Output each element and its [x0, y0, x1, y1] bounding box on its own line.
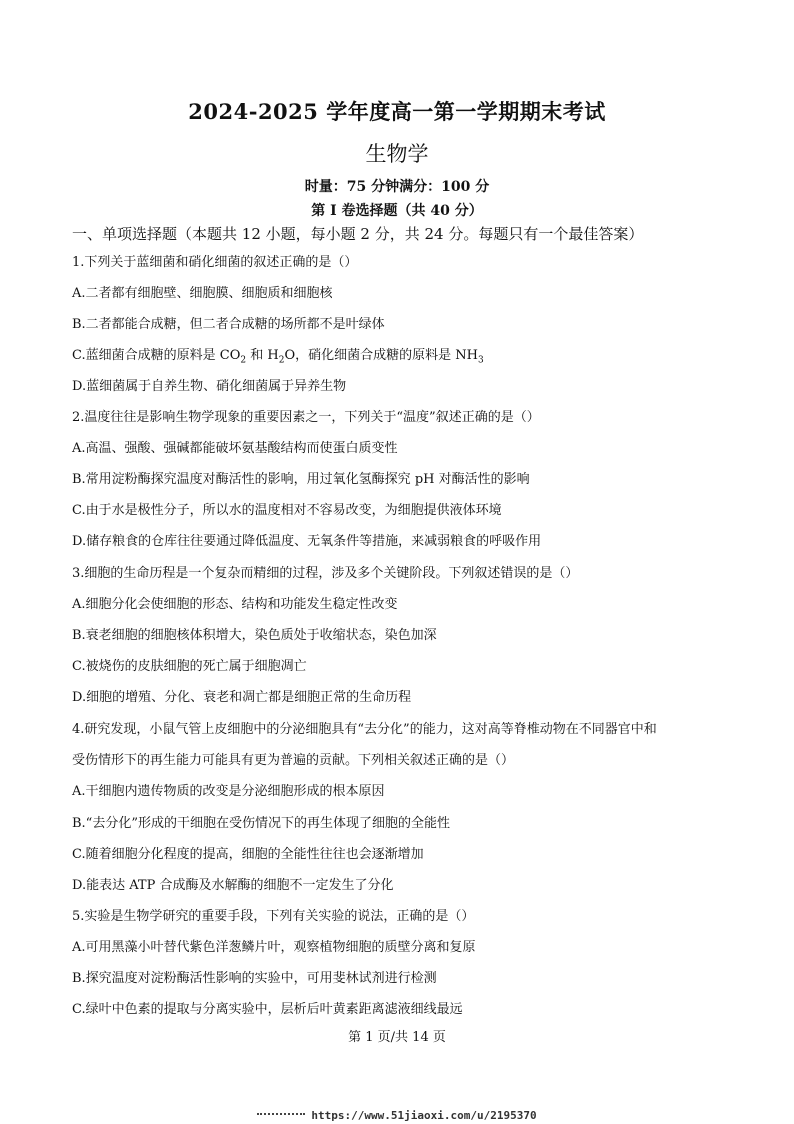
subscript: 3	[477, 355, 484, 366]
option-c-text-part-3: O，硝化细菌合成糖的原料是 NH	[284, 348, 478, 363]
question-5-option-c: C.绿叶中色素的提取与分离实验中，层析后叶黄素距离滤液细线最远	[72, 1002, 463, 1017]
question-1-option-c	[72, 348, 484, 369]
question-2-option-a: A.高温、强酸、强碱都能破坏氨基酸结构而使蛋白质变性	[72, 441, 398, 456]
question-1-option-a: A.二者都有细胞壁、细胞膜、细胞质和细胞核	[72, 286, 333, 301]
section-heading: 一、单项选择题（本题共 12 小题，每小题 2 分，共 24 分。每题只有一个最佳答案）	[72, 225, 644, 243]
question-2-option-c: C.由于水是极性分子，所以水的温度相对不容易改变，为细胞提供液体环境	[72, 503, 502, 518]
question-2-option-d: D.储存粮食的仓库往往要通过降低温度、无氧条件等措施，来减弱粮食的呼吸作用	[72, 534, 542, 549]
option-c-text-part-2: 和 H	[246, 348, 279, 363]
subject-title: 生物学	[365, 142, 429, 166]
question-5-stem: 5.实验是生物学研究的重要手段，下列有关实验的说法，正确的是（）	[72, 909, 475, 924]
subscript: 2	[240, 355, 247, 366]
question-4-stem-line-1: 4.研究发现，小鼠气管上皮细胞中的分泌细胞具有“去分化”的能力，这对高等脊椎动物在不同器官中和	[72, 722, 657, 737]
question-2-option-b: B.常用淀粉酶探究温度对酶活性的影响，用过氧化氢酶探究 pH 对酶活性的影响	[72, 472, 530, 487]
question-1-option-d: D.蓝细菌属于自养生物、硝化细菌属于异养生物	[72, 379, 347, 394]
exam-meta: 时量：75 分钟满分：100 分	[304, 179, 490, 195]
question-4-option-a: A.干细胞内遗传物质的改变是分泌细胞形成的根本原因	[72, 784, 385, 799]
question-5-option-b: B.探究温度对淀粉酶活性影响的实验中，可用斐林试剂进行检测	[72, 971, 437, 986]
question-4-option-b: B.“去分化”形成的干细胞在受伤情况下的再生体现了细胞的全能性	[72, 816, 450, 831]
question-5-option-a: A.可用黑藻小叶替代紫色洋葱鳞片叶，观察植物细胞的质壁分离和复原	[72, 940, 476, 955]
subscript: 2	[278, 355, 285, 366]
question-4-option-c: C.随着细胞分化程度的提高，细胞的全能性往往也会逐渐增加	[72, 847, 424, 862]
question-3-option-d: D.细胞的增殖、分化、衰老和凋亡都是细胞正常的生命历程	[72, 690, 412, 705]
question-2-stem: 2.温度往往是影响生物学现象的重要因素之一，下列关于“温度”叙述正确的是（）	[72, 410, 540, 425]
volume-title: 第 I 卷选择题（共 40 分）	[311, 203, 483, 219]
question-1-option-b: B.二者都能合成糖，但二者合成糖的场所都不是叶绿体	[72, 317, 385, 332]
watermark-url[interactable]: https://www.51jiaoxi.com/u/2195370	[311, 1109, 537, 1122]
question-3-option-a: A.细胞分化会使细胞的形态、结构和功能发生稳定性改变	[72, 597, 398, 612]
watermark-logo-icon	[257, 1113, 305, 1119]
watermark	[0, 1109, 794, 1122]
question-4-option-d: D.能表达 ATP 合成酶及水解酶的细胞不一定发生了分化	[72, 878, 394, 893]
question-1-stem: 1.下列关于蓝细菌和硝化细菌的叙述正确的是（）	[72, 255, 358, 270]
page-footer: 第 1 页/共 14 页	[348, 1030, 446, 1045]
question-3-stem: 3.细胞的生命历程是一个复杂而精细的过程，涉及多个关键阶段。下列叙述错误的是（）	[72, 566, 579, 581]
question-4-stem-line-2: 受伤情形下的再生能力可能具有更为普遍的贡献。下列相关叙述正确的是（）	[72, 753, 515, 768]
question-3-option-b: B.衰老细胞的细胞核体积增大，染色质处于收缩状态，染色加深	[72, 628, 437, 643]
exam-title: 2024-2025 学年度高一第一学期期末考试	[188, 99, 606, 124]
option-c-text-part-1: C.蓝细菌合成糖的原料是 CO	[72, 348, 241, 363]
question-3-option-c: C.被烧伤的皮肤细胞的死亡属于细胞凋亡	[72, 659, 307, 674]
